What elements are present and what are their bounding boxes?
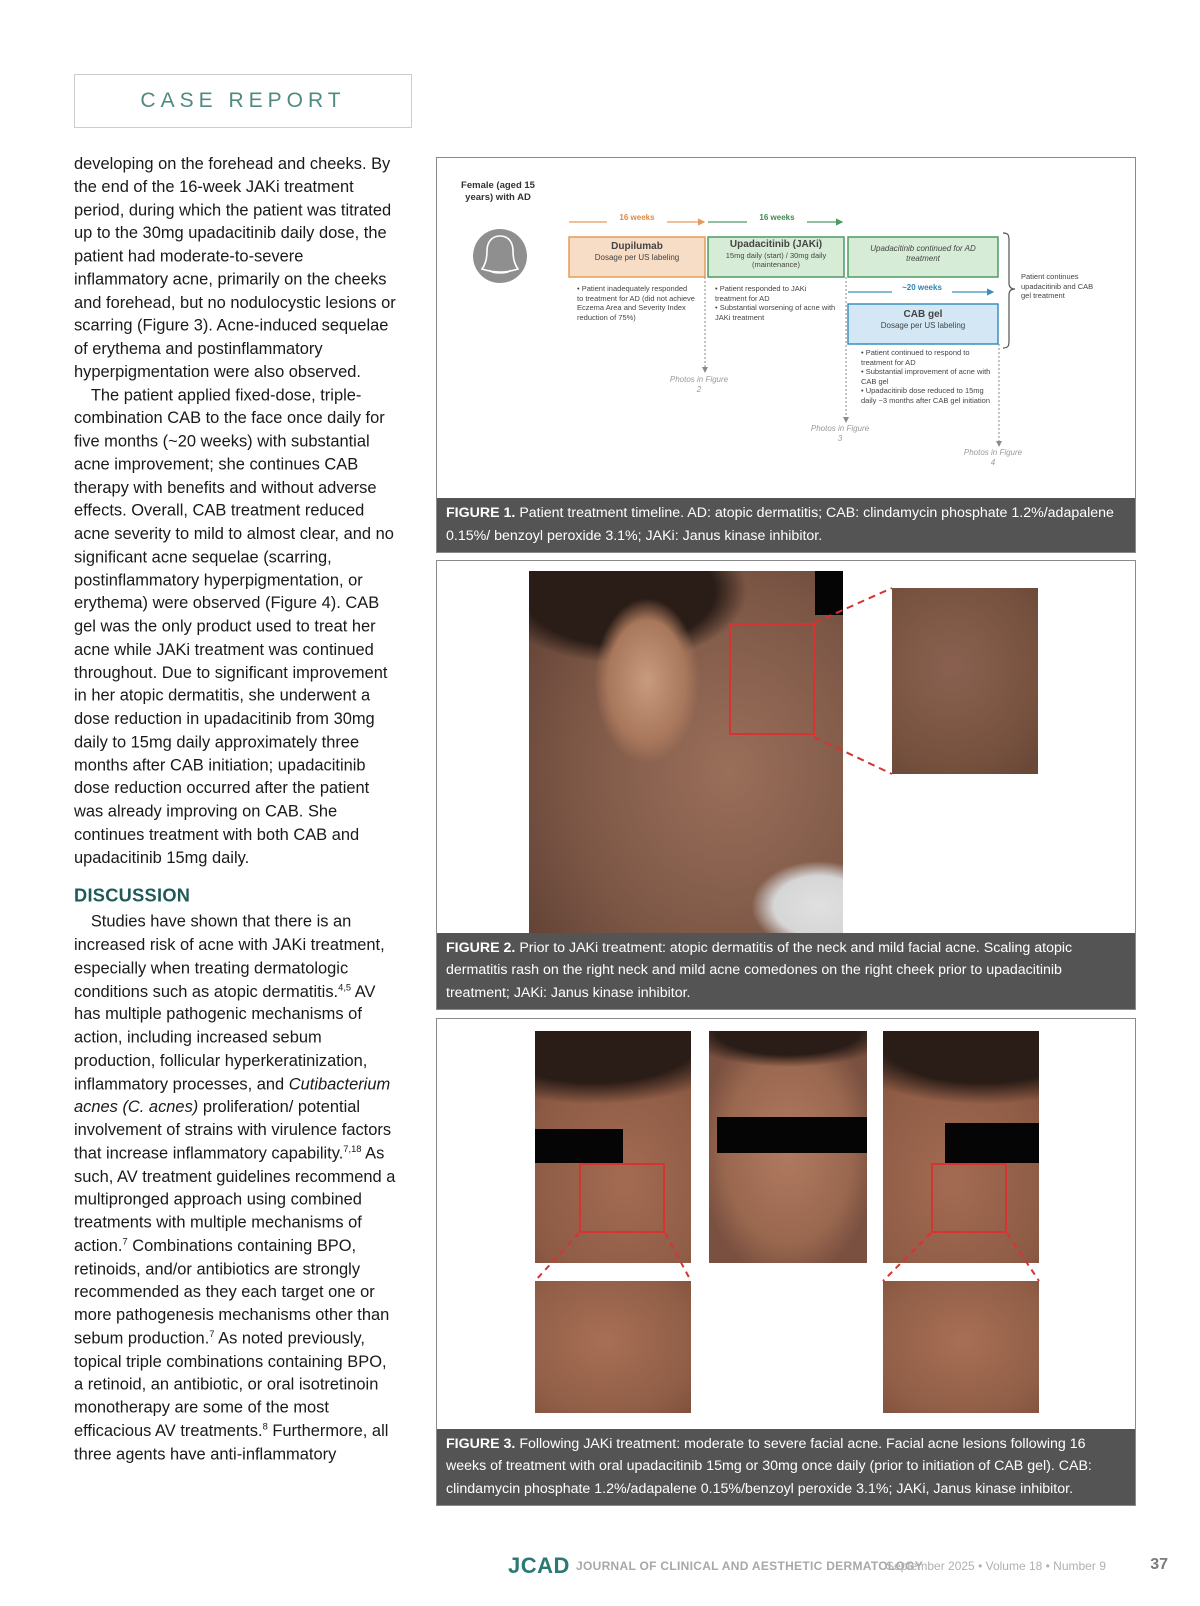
upadacitinib-box-text: Upadacitinib (JAKi) 15mg daily (start) / 30mg daily (maintenance): [725, 239, 827, 269]
patient-avatar-icon: [473, 229, 527, 283]
span-dupilumab-label: 16 weeks: [607, 213, 667, 223]
treatment-timeline-diagram: [437, 158, 1134, 503]
body-text-column: [74, 152, 396, 1465]
figure-2: [436, 560, 1136, 1010]
dupilumab-box-text: Dupilumab Dosage per US labeling: [594, 241, 680, 262]
cab-notes: • Patient continued to respond to treatment for AD • Substantial improvement of acne with CAB gel • Upadacitinib dose reduced to 15mg daily ~3 months after CAB gel initiation: [861, 348, 991, 405]
left-cheek-closeup: [535, 1281, 691, 1413]
right-cheek-closeup: [883, 1281, 1039, 1413]
figure-3: [436, 1018, 1136, 1506]
span-cab-label: ~20 weeks: [892, 283, 952, 293]
right-profile-photo: [883, 1031, 1039, 1263]
page-footer: [480, 1553, 1168, 1577]
paragraph-case-continued: developing on the forehead and cheeks. By the end of the 16-week JAKi treatment period, during which the patient was titrated up to the 30mg upadacitinib daily dose, the patient had moderate-to-severe inflammatory acne, primarily on the cheeks and forehead, but no nodulocystic lesions or scarring (Figure 3). Acne-induced sequelae of erythema and postinflammatory hyperpigmentation were also observed.: [74, 153, 396, 381]
censor-bar: [535, 1129, 623, 1163]
paragraph-cab-treatment: The patient applied fixed-dose, triple-combination CAB to the face once daily for five months (~20 weeks) with substantial acne improvement; she continues CAB therapy with benefits and without adverse effects. Overall, CAB treatment reduced acne severity to mild to almost clear, and no significant acne sequelae (scarring, postinflammatory hyperpigmentation, or erythema) were observed (Figure 4). CAB gel was the only product used to treat her acne while JAKi treatment was continued throughout. Due to significant improvement in her atopic dermatitis, she underwent a dose reduction in upadacitinib from 30mg daily to 15mg daily approximately three months after CAB initiation; upadacitinib dose reduction occurred after the patient was already improving on CAB. She continues treatment with both CAB and upadacitinib 15mg daily.: [74, 385, 394, 867]
left-profile-photo: [535, 1031, 691, 1263]
span-upadacitinib-label: 16 weeks: [747, 213, 807, 223]
neck-photo: [529, 571, 843, 937]
issue-info: September 2025 • Volume 18 • Number 9: [886, 1559, 1106, 1573]
discussion-heading: DISCUSSION: [74, 885, 191, 907]
neck-closeup-photo: [892, 588, 1038, 774]
dupilumab-notes: • Patient inadequately responded to treatment for AD (did not achieve Eczema Area and Severity Index reduction of 75%): [577, 284, 695, 322]
page-number: 37: [1150, 1556, 1168, 1573]
right-continuation-note: Patient continues upadacitinib and CAB gel treatment: [1021, 272, 1094, 300]
censor-bar: [717, 1117, 867, 1153]
journal-name: JOURNAL OF CLINICAL AND AESTHETIC DERMATOLOGY: [576, 1559, 924, 1573]
censor-bar: [815, 571, 843, 615]
highlight-box: [931, 1163, 1007, 1233]
journal-logo: JCAD: [508, 1553, 570, 1578]
figure-1-caption: FIGURE 1. Patient treatment timeline. AD: atopic dermatitis; CAB: clindamycin phosphate 1.2%/adapalene 0.15%/ benzoyl peroxide 3.1%; JAKi: Janus kinase inhibitor.: [437, 498, 1135, 552]
censor-bar: [945, 1123, 1039, 1163]
highlight-box: [579, 1163, 665, 1233]
figure-2-caption: FIGURE 2. Prior to JAKi treatment: atopic dermatitis of the neck and mild facial acne. Scaling atopic dermatitis rash on the right neck and mild acne comedones on the right cheek prior to upadacitinib treatment; JAKi: Janus kinase inhibitor.: [437, 933, 1135, 1010]
upadacitinib-notes: • Patient responded to JAKi treatment for AD • Substantial worsening of acne with JAKi treatment: [715, 284, 836, 322]
photos-figure-3-label: Photos in Figure 3: [810, 424, 870, 443]
figure-3-caption: FIGURE 3. Following JAKi treatment: moderate to severe facial acne. Facial acne lesions following 16 weeks of treatment with oral upadacitinib 15mg or 30mg once daily (prior to initiation of CAB gel). CAB: clindamycin phosphate 1.2%/adapalene 0.15%/benzoyl peroxide 3.1%; JAKi, Janus kinase inhibitor.: [437, 1429, 1135, 1506]
upadacitinib-continued-text: Upadacitinib continued for AD treatment: [870, 244, 976, 263]
cab-box-text: CAB gel Dosage per US labeling: [880, 309, 966, 330]
figure-1: [436, 157, 1136, 553]
patient-label: Female (aged 15 years) with AD: [461, 180, 535, 203]
photos-figure-2-label: Photos in Figure 2: [669, 375, 729, 394]
section-label: CASE REPORT: [74, 74, 412, 128]
photos-figure-4-label: Photos in Figure 4: [963, 448, 1023, 467]
paragraph-discussion: Studies have shown that there is an increased risk of acne with JAKi treatment, especially when treating dermatologic conditions such as atopic dermatitis.$^{4,5}$ AV has multiple pathogenic mechanisms of action, including increased sebum production, follicular hyperkeratinization, inflammatory processes, and Cutibacterium acnes (C. acnes) proliferation/ potential involvement of strains with virulence factors that increase inflammatory capability.$^{7,18}$ As such, AV treatment guidelines recommend a multipronged approach using combined treatments with multiple mechanisms of action.$^7$ Combinations containing BPO, retinoids, and/or antibiotics are strongly recommended as they each target one or more pathogenesis mechanisms other than sebum production.$^7$ As noted previously, topical triple combinations containing BPO, a retinoid, an antibiotic, or oral isotretinoin monotherapy are some of the most efficacious AV treatments.$^8$ Furthermore, all three agents have anti-inflammatory: [74, 911, 396, 1463]
frontal-face-photo: [709, 1031, 867, 1263]
highlight-box: [729, 623, 815, 735]
